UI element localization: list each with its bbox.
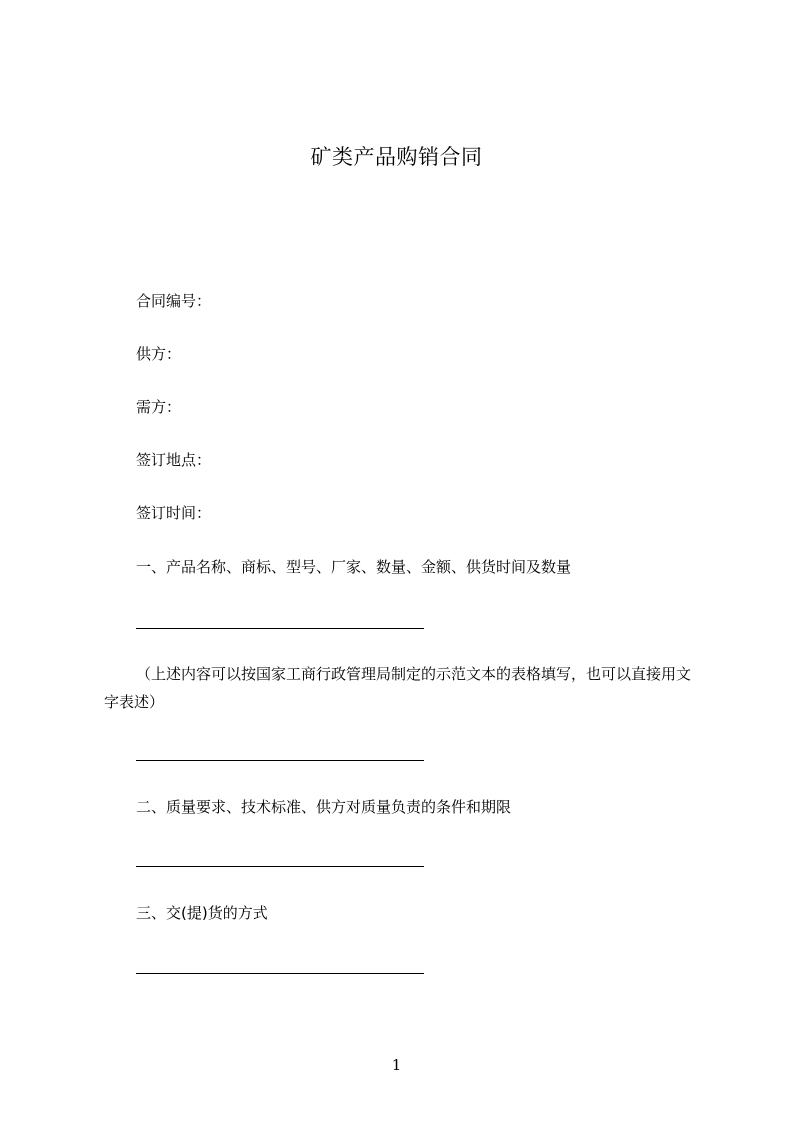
fill-in-blank-line <box>136 973 424 974</box>
contract-number-label: 合同编号： <box>136 292 212 310</box>
section-1-heading: 一、产品名称、商标、型号、厂家、数量、金额、供货时间及数量 <box>136 558 572 576</box>
fill-in-blank-line <box>136 628 424 629</box>
buyer-label: 需方： <box>136 398 182 416</box>
sign-place-label: 签订地点： <box>136 451 212 469</box>
fill-in-blank-line <box>136 866 424 867</box>
fill-in-blank-line <box>136 760 424 761</box>
section-2-heading: 二、质量要求、技术标准、供方对质量负责的条件和期限 <box>136 798 512 816</box>
supplier-label: 供方： <box>136 345 182 363</box>
section-3-heading: 三、交(提)货的方式 <box>136 904 268 922</box>
page-number: 1 <box>391 1056 402 1074</box>
section-1-note: （上述内容可以按国家工商行政管理局制定的示范文本的表格填写，也可以直接用文字表述） <box>104 665 692 711</box>
document-title: 矿类产品购销合同 <box>310 145 483 169</box>
sign-time-label: 签订时间： <box>136 504 212 522</box>
